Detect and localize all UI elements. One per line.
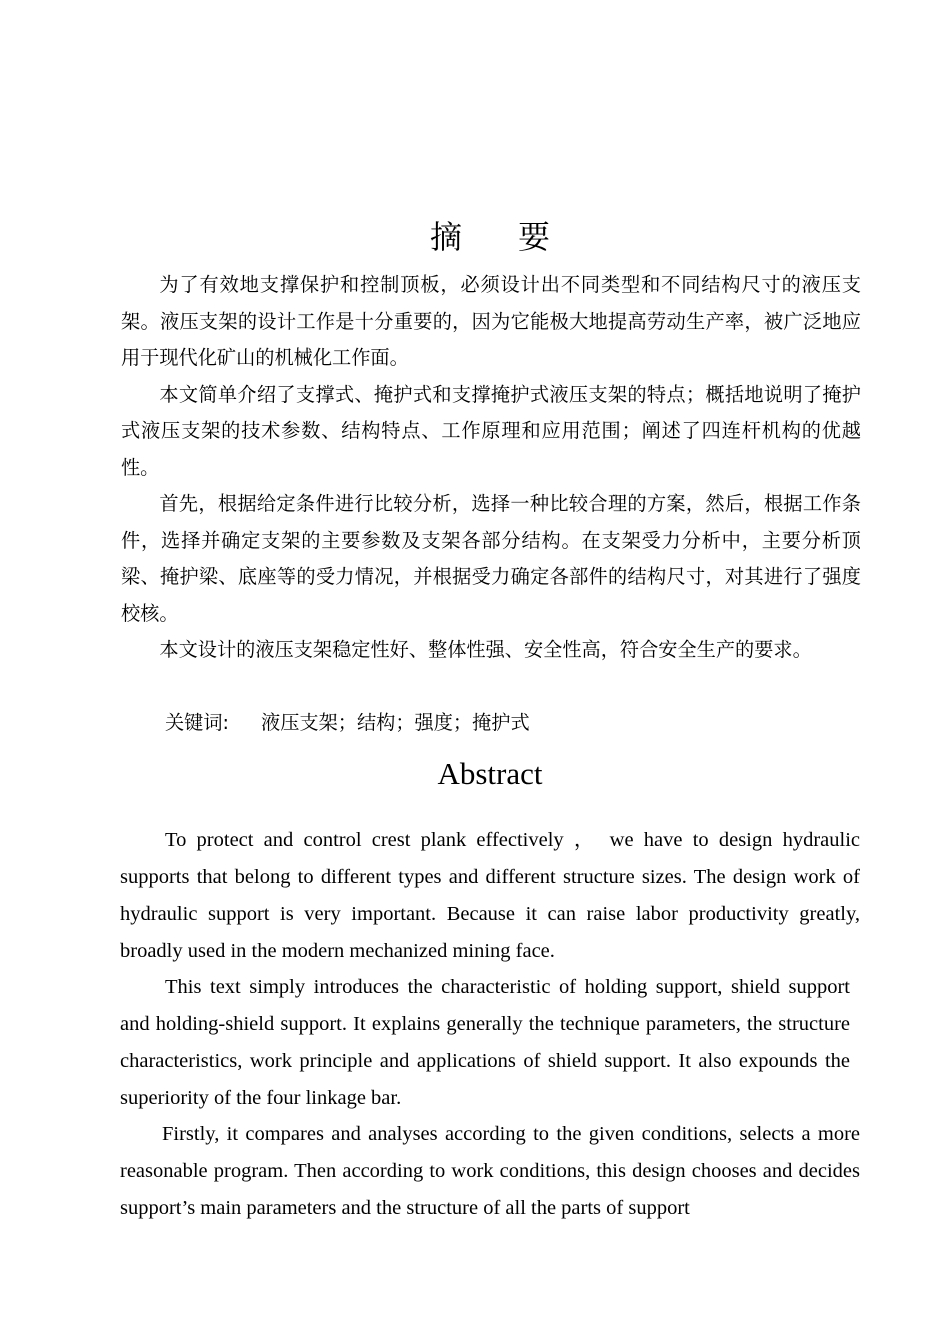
chinese-paragraph-2: 本文简单介绍了支撑式、掩护式和支撑掩护式液压支架的特点；概括地说明了掩护式液压支架的技术参数、结构特点、工作原理和应用范围；阐述了四连杆机构的优越性。 — [121, 382, 861, 479]
keywords-line — [165, 706, 530, 740]
english-paragraph-3: Firstly, it compares and analyses according to the given conditions, selects a more reasonable program. Then according to work conditions, this design chooses and decides support’s main parameters and the structure of all the parts of support — [120, 1122, 860, 1219]
chinese-paragraph-3: 首先，根据给定条件进行比较分析，选择一种比较合理的方案，然后，根据工作条件，选择并确定支架的主要参数及支架各部分结构。在支架受力分析中，主要分析顶梁、掩护梁、底座等的受力情况，并根据受力确定各部件的结构尺寸，对其进行了强度校核。 — [121, 492, 861, 625]
keywords-label: 关键词: — [165, 711, 230, 734]
chinese-paragraph-4: 本文设计的液压支架稳定性好、整体性强、安全性高，符合安全生产的要求。 — [159, 638, 812, 661]
chinese-abstract-title: 摘要 — [429, 218, 606, 256]
english-paragraph-2: This text simply introduces the characteristic of holding support, shield support and holding-shield support. It explains generally the technique parameters, the structure characteristics, work principle and applications of shield support. It also expounds the superiority of the four linkage bar. — [120, 975, 850, 1109]
english-paragraph-1: To protect and control crest plank effectively ， we have to design hydraulic supports that belong to different types and different structure sizes. The design work of hydraulic support is very important. Because it can raise labor productivity greatly, broadly used in the modern mechanized mining face. — [120, 828, 860, 962]
keywords-text: 液压支架；结构；强度；掩护式 — [261, 711, 530, 734]
chinese-abstract-body — [121, 267, 861, 669]
chinese-paragraph-1: 为了有效地支撑保护和控制顶板，必须设计出不同类型和不同结构尺寸的液压支架。液压支架的设计工作是十分重要的，因为它能极大地提高劳动生产率，被广泛地应用于现代化矿山的机械化工作面。 — [121, 273, 861, 369]
english-abstract-title: Abstract — [437, 756, 543, 791]
